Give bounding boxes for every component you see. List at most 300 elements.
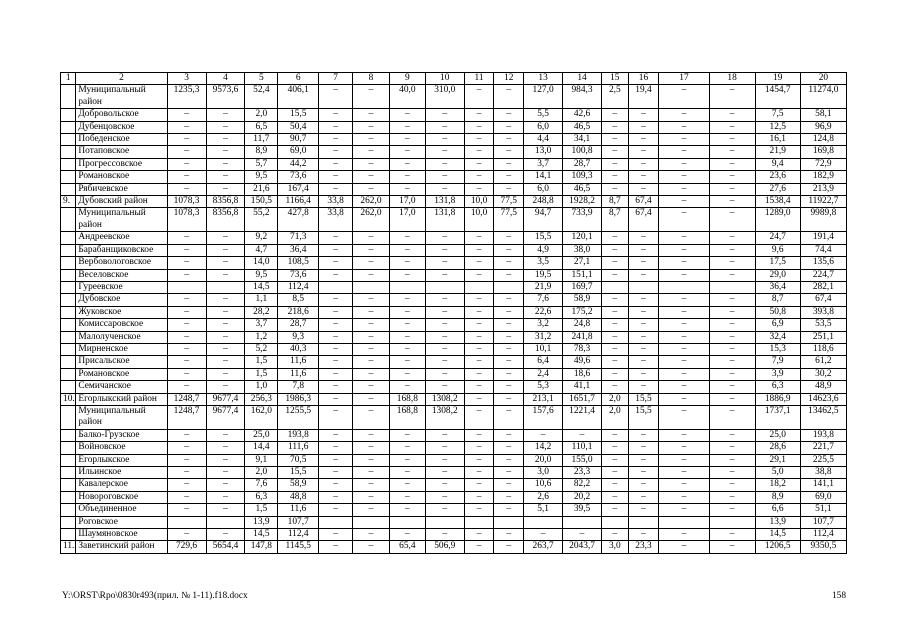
value-cell: 32,4 <box>755 331 800 343</box>
value-cell: 9,6 <box>755 244 800 256</box>
value-cell: 36,4 <box>278 244 319 256</box>
row-number-cell <box>61 319 76 331</box>
value-cell: – <box>659 491 709 503</box>
table-row <box>61 134 847 146</box>
value-cell: 155,0 <box>563 454 602 466</box>
value-cell: 112,4 <box>800 529 846 541</box>
value-cell: 58,1 <box>800 109 846 121</box>
value-cell: 22,6 <box>524 306 563 318</box>
territory-name-cell: Комиссаровское <box>76 319 167 331</box>
value-cell: 41,1 <box>563 381 602 393</box>
value-cell: 28,7 <box>563 158 602 170</box>
territory-name-cell: Заветинский район <box>76 541 167 553</box>
row-number-cell <box>61 479 76 491</box>
value-cell: 1651,7 <box>563 393 602 405</box>
value-cell: 3,2 <box>524 319 563 331</box>
value-cell: 157,6 <box>524 405 563 429</box>
value-cell: 8,9 <box>755 491 800 503</box>
value-cell: 14,0 <box>245 257 278 269</box>
value-cell: – <box>425 306 464 318</box>
value-cell: – <box>206 146 245 158</box>
header-cell: 9 <box>389 73 425 85</box>
value-cell: 74,4 <box>800 244 846 256</box>
value-cell: – <box>425 356 464 368</box>
value-cell <box>464 516 494 528</box>
value-cell: – <box>206 356 245 368</box>
value-cell: 17,0 <box>389 196 425 208</box>
value-cell: – <box>353 491 390 503</box>
value-cell: – <box>709 429 755 441</box>
value-cell: – <box>709 467 755 479</box>
value-cell: 100,8 <box>563 146 602 158</box>
table-header <box>61 73 847 85</box>
value-cell: 169,7 <box>563 281 602 293</box>
value-cell: – <box>206 381 245 393</box>
value-cell: – <box>206 269 245 281</box>
value-cell: – <box>167 429 206 441</box>
value-cell <box>628 516 659 528</box>
header-cell: 18 <box>709 73 755 85</box>
value-cell: 224,7 <box>800 269 846 281</box>
value-cell: 112,4 <box>278 281 319 293</box>
value-cell: 49,6 <box>563 356 602 368</box>
value-cell: – <box>601 331 628 343</box>
value-cell: 9,5 <box>245 171 278 183</box>
table-row <box>61 516 847 528</box>
value-cell: – <box>659 393 709 405</box>
value-cell: – <box>601 467 628 479</box>
value-cell: – <box>425 244 464 256</box>
value-cell: – <box>464 244 494 256</box>
value-cell: 5,0 <box>755 467 800 479</box>
value-cell: – <box>628 381 659 393</box>
value-cell: – <box>628 331 659 343</box>
value-cell: – <box>353 429 390 441</box>
value-cell: – <box>319 479 353 491</box>
table-row <box>61 467 847 479</box>
value-cell: 15,3 <box>755 343 800 355</box>
row-number-cell <box>61 244 76 256</box>
value-cell: – <box>494 405 524 429</box>
value-cell: – <box>601 134 628 146</box>
value-cell: – <box>389 134 425 146</box>
row-number-cell <box>61 232 76 244</box>
territory-name-cell: Добровольское <box>76 109 167 121</box>
value-cell: – <box>709 171 755 183</box>
value-cell: 15,5 <box>278 109 319 121</box>
value-cell: – <box>659 529 709 541</box>
territory-name-cell: Победенское <box>76 134 167 146</box>
value-cell: – <box>628 319 659 331</box>
value-cell: – <box>353 331 390 343</box>
value-cell: – <box>319 393 353 405</box>
value-cell: – <box>659 381 709 393</box>
value-cell: – <box>659 244 709 256</box>
value-cell: – <box>319 244 353 256</box>
value-cell: – <box>659 429 709 441</box>
header-cell: 3 <box>167 73 206 85</box>
value-cell: – <box>425 343 464 355</box>
value-cell: – <box>464 368 494 380</box>
value-cell: – <box>167 294 206 306</box>
value-cell <box>206 281 245 293</box>
value-cell: – <box>206 429 245 441</box>
value-cell: – <box>628 467 659 479</box>
value-cell: – <box>464 269 494 281</box>
value-cell: 24,8 <box>563 319 602 331</box>
value-cell: – <box>319 232 353 244</box>
value-cell: – <box>601 232 628 244</box>
value-cell: 50,4 <box>278 121 319 133</box>
value-cell: 9677,4 <box>206 405 245 429</box>
header-cell: 20 <box>800 73 846 85</box>
row-number-cell <box>61 183 76 195</box>
value-cell: 110,1 <box>563 442 602 454</box>
territory-name-cell: Дубовское <box>76 294 167 306</box>
value-cell: – <box>206 368 245 380</box>
row-number-cell <box>61 85 76 109</box>
value-cell: – <box>709 356 755 368</box>
value-cell: 28,6 <box>755 442 800 454</box>
value-cell: 42,6 <box>563 109 602 121</box>
header-cell: 13 <box>524 73 563 85</box>
value-cell: – <box>353 183 390 195</box>
value-cell: – <box>601 429 628 441</box>
value-cell: – <box>319 381 353 393</box>
value-cell: 52,4 <box>245 85 278 109</box>
value-cell: – <box>601 109 628 121</box>
value-cell: 27,1 <box>563 257 602 269</box>
territory-name-cell: Романовское <box>76 368 167 380</box>
value-cell: – <box>709 319 755 331</box>
value-cell: 5,7 <box>245 158 278 170</box>
value-cell: – <box>464 232 494 244</box>
value-cell: 2,0 <box>601 393 628 405</box>
value-cell: – <box>464 356 494 368</box>
value-cell: – <box>659 121 709 133</box>
value-cell: – <box>167 467 206 479</box>
value-cell: – <box>353 306 390 318</box>
value-cell: – <box>353 368 390 380</box>
value-cell <box>353 516 390 528</box>
value-cell: 3,7 <box>245 319 278 331</box>
row-number-cell <box>61 381 76 393</box>
value-cell <box>628 281 659 293</box>
value-cell: – <box>425 529 464 541</box>
value-cell: – <box>353 541 390 553</box>
value-cell: 15,5 <box>524 232 563 244</box>
value-cell: 3,5 <box>524 257 563 269</box>
value-cell: 67,4 <box>800 294 846 306</box>
value-cell: – <box>709 491 755 503</box>
value-cell: – <box>464 158 494 170</box>
row-number-cell <box>61 467 76 479</box>
value-cell: – <box>167 109 206 121</box>
value-cell: – <box>494 146 524 158</box>
value-cell: 13,9 <box>245 516 278 528</box>
value-cell: 8,7 <box>601 196 628 208</box>
territory-name-cell: Рябичевское <box>76 183 167 195</box>
value-cell: – <box>659 183 709 195</box>
value-cell: – <box>494 306 524 318</box>
value-cell <box>601 281 628 293</box>
value-cell <box>389 281 425 293</box>
value-cell: – <box>167 331 206 343</box>
territory-name-cell: Муниципальный район <box>76 85 167 109</box>
page-number: 158 <box>831 591 846 601</box>
value-cell: 12,5 <box>755 121 800 133</box>
value-cell: – <box>389 331 425 343</box>
value-cell: – <box>425 121 464 133</box>
header-cell: 6 <box>278 73 319 85</box>
value-cell: – <box>353 232 390 244</box>
value-cell: – <box>628 121 659 133</box>
value-cell: – <box>464 294 494 306</box>
value-cell: – <box>628 244 659 256</box>
value-cell <box>659 281 709 293</box>
value-cell: 11,7 <box>245 134 278 146</box>
value-cell: – <box>709 393 755 405</box>
row-number-cell <box>61 281 76 293</box>
table-row <box>61 356 847 368</box>
row-number-cell <box>61 405 76 429</box>
value-cell: – <box>464 121 494 133</box>
value-cell: – <box>709 257 755 269</box>
table-row <box>61 306 847 318</box>
value-cell: – <box>206 171 245 183</box>
value-cell: 406,1 <box>278 85 319 109</box>
value-cell: 11922,7 <box>800 196 846 208</box>
value-cell: 8,5 <box>278 294 319 306</box>
value-cell <box>425 516 464 528</box>
value-cell: – <box>709 232 755 244</box>
territory-name-cell: Малолученское <box>76 331 167 343</box>
territory-name-cell: Присальское <box>76 356 167 368</box>
value-cell: 7,9 <box>755 356 800 368</box>
value-cell: 13,0 <box>524 146 563 158</box>
value-cell: – <box>353 504 390 516</box>
value-cell: – <box>464 331 494 343</box>
value-cell: – <box>464 504 494 516</box>
value-cell: – <box>353 393 390 405</box>
value-cell: – <box>425 146 464 158</box>
value-cell: – <box>425 331 464 343</box>
value-cell: 141,1 <box>800 479 846 491</box>
value-cell: – <box>353 121 390 133</box>
value-cell <box>494 516 524 528</box>
value-cell: – <box>389 368 425 380</box>
value-cell: – <box>464 429 494 441</box>
row-number-cell <box>61 331 76 343</box>
value-cell: – <box>425 134 464 146</box>
value-cell: 5,5 <box>524 109 563 121</box>
value-cell: – <box>494 319 524 331</box>
row-number-cell <box>61 208 76 232</box>
value-cell: – <box>353 442 390 454</box>
value-cell: – <box>563 529 602 541</box>
value-cell: 58,9 <box>278 479 319 491</box>
value-cell: – <box>319 146 353 158</box>
value-cell: 124,8 <box>800 134 846 146</box>
value-cell: 1248,7 <box>167 405 206 429</box>
territory-name-cell: Муниципальный район <box>76 208 167 232</box>
value-cell: 1737,1 <box>755 405 800 429</box>
table-row <box>61 442 847 454</box>
value-cell: – <box>563 429 602 441</box>
value-cell: – <box>389 171 425 183</box>
row-number-cell <box>61 356 76 368</box>
value-cell: – <box>659 368 709 380</box>
value-cell: – <box>601 171 628 183</box>
value-cell: – <box>709 479 755 491</box>
value-cell: – <box>494 331 524 343</box>
value-cell: – <box>425 368 464 380</box>
value-cell: 9989,8 <box>800 208 846 232</box>
value-cell: – <box>167 368 206 380</box>
value-cell: 9677,4 <box>206 393 245 405</box>
value-cell: – <box>425 269 464 281</box>
value-cell: – <box>628 158 659 170</box>
value-cell <box>319 516 353 528</box>
value-cell: 1221,4 <box>563 405 602 429</box>
value-cell: – <box>319 541 353 553</box>
value-cell <box>167 516 206 528</box>
value-cell: – <box>353 294 390 306</box>
value-cell: 69,0 <box>278 146 319 158</box>
value-cell: – <box>464 319 494 331</box>
value-cell: 30,2 <box>800 368 846 380</box>
value-cell: 34,1 <box>563 134 602 146</box>
value-cell <box>563 516 602 528</box>
value-cell: – <box>167 134 206 146</box>
value-cell: – <box>659 196 709 208</box>
value-cell: 18,6 <box>563 368 602 380</box>
value-cell: – <box>206 504 245 516</box>
value-cell: 70,5 <box>278 454 319 466</box>
value-cell: 23,6 <box>755 171 800 183</box>
value-cell: – <box>167 442 206 454</box>
value-cell: – <box>389 232 425 244</box>
value-cell: 1538,4 <box>755 196 800 208</box>
value-cell: 6,0 <box>524 183 563 195</box>
value-cell: – <box>319 343 353 355</box>
value-cell: – <box>167 306 206 318</box>
value-cell: – <box>659 208 709 232</box>
value-cell: 162,0 <box>245 405 278 429</box>
value-cell: 2043,7 <box>563 541 602 553</box>
value-cell <box>464 281 494 293</box>
value-cell: 135,6 <box>800 257 846 269</box>
row-number-cell <box>61 343 76 355</box>
territory-name-cell: Прогрессовское <box>76 158 167 170</box>
table-row <box>61 319 847 331</box>
value-cell: 67,4 <box>628 196 659 208</box>
value-cell: – <box>389 381 425 393</box>
value-cell: – <box>601 356 628 368</box>
value-cell: – <box>494 343 524 355</box>
value-cell: 94,7 <box>524 208 563 232</box>
value-cell: – <box>464 381 494 393</box>
value-cell: 38,8 <box>800 467 846 479</box>
row-number-cell <box>61 257 76 269</box>
table-row <box>61 257 847 269</box>
value-cell: – <box>319 171 353 183</box>
value-cell: – <box>709 196 755 208</box>
value-cell: 1206,5 <box>755 541 800 553</box>
value-cell: 73,6 <box>278 269 319 281</box>
value-cell: 36,4 <box>755 281 800 293</box>
value-cell: – <box>464 85 494 109</box>
value-cell: – <box>709 109 755 121</box>
territory-name-cell: Войновское <box>76 442 167 454</box>
value-cell: 251,1 <box>800 331 846 343</box>
value-cell: – <box>709 244 755 256</box>
value-cell: – <box>319 183 353 195</box>
territory-name-cell: Потаповское <box>76 146 167 158</box>
header-cell: 15 <box>601 73 628 85</box>
value-cell: 5,3 <box>524 381 563 393</box>
value-cell: 20,2 <box>563 491 602 503</box>
value-cell: – <box>659 134 709 146</box>
value-cell: – <box>494 257 524 269</box>
territory-name-cell: Веселовское <box>76 269 167 281</box>
value-cell: 9,4 <box>755 158 800 170</box>
row-number-cell: 10. <box>61 393 76 405</box>
value-cell: 262,0 <box>353 208 390 232</box>
territory-name-cell: Вербовологовское <box>76 257 167 269</box>
value-cell: – <box>659 171 709 183</box>
table-row <box>61 232 847 244</box>
value-cell: – <box>389 479 425 491</box>
territory-name-cell: Муниципальный район <box>76 405 167 429</box>
value-cell: – <box>524 429 563 441</box>
value-cell: 9,3 <box>278 331 319 343</box>
value-cell: – <box>389 146 425 158</box>
territory-name-cell: Барабанщиковское <box>76 244 167 256</box>
value-cell: – <box>425 442 464 454</box>
value-cell: – <box>353 158 390 170</box>
value-cell: 1308,2 <box>425 405 464 429</box>
row-number-cell: 9. <box>61 196 76 208</box>
value-cell: – <box>659 405 709 429</box>
header-cell: 1 <box>61 73 76 85</box>
value-cell: 733,9 <box>563 208 602 232</box>
table-row <box>61 269 847 281</box>
value-cell: 7,8 <box>278 381 319 393</box>
value-cell: 6,9 <box>755 319 800 331</box>
value-cell: – <box>353 269 390 281</box>
table-row <box>61 541 847 553</box>
value-cell: – <box>206 491 245 503</box>
value-cell: 1,2 <box>245 331 278 343</box>
value-cell: – <box>206 158 245 170</box>
value-cell: – <box>709 442 755 454</box>
header-cell: 7 <box>319 73 353 85</box>
value-cell: 1145,5 <box>278 541 319 553</box>
value-cell: – <box>494 244 524 256</box>
value-cell: – <box>709 158 755 170</box>
value-cell: 6,3 <box>245 491 278 503</box>
value-cell: 127,0 <box>524 85 563 109</box>
value-cell: – <box>319 442 353 454</box>
value-cell: 8,9 <box>245 146 278 158</box>
value-cell: – <box>425 467 464 479</box>
value-cell: – <box>464 491 494 503</box>
value-cell: 15,5 <box>628 393 659 405</box>
value-cell: – <box>319 356 353 368</box>
value-cell: – <box>628 171 659 183</box>
value-cell: 8,7 <box>601 208 628 232</box>
